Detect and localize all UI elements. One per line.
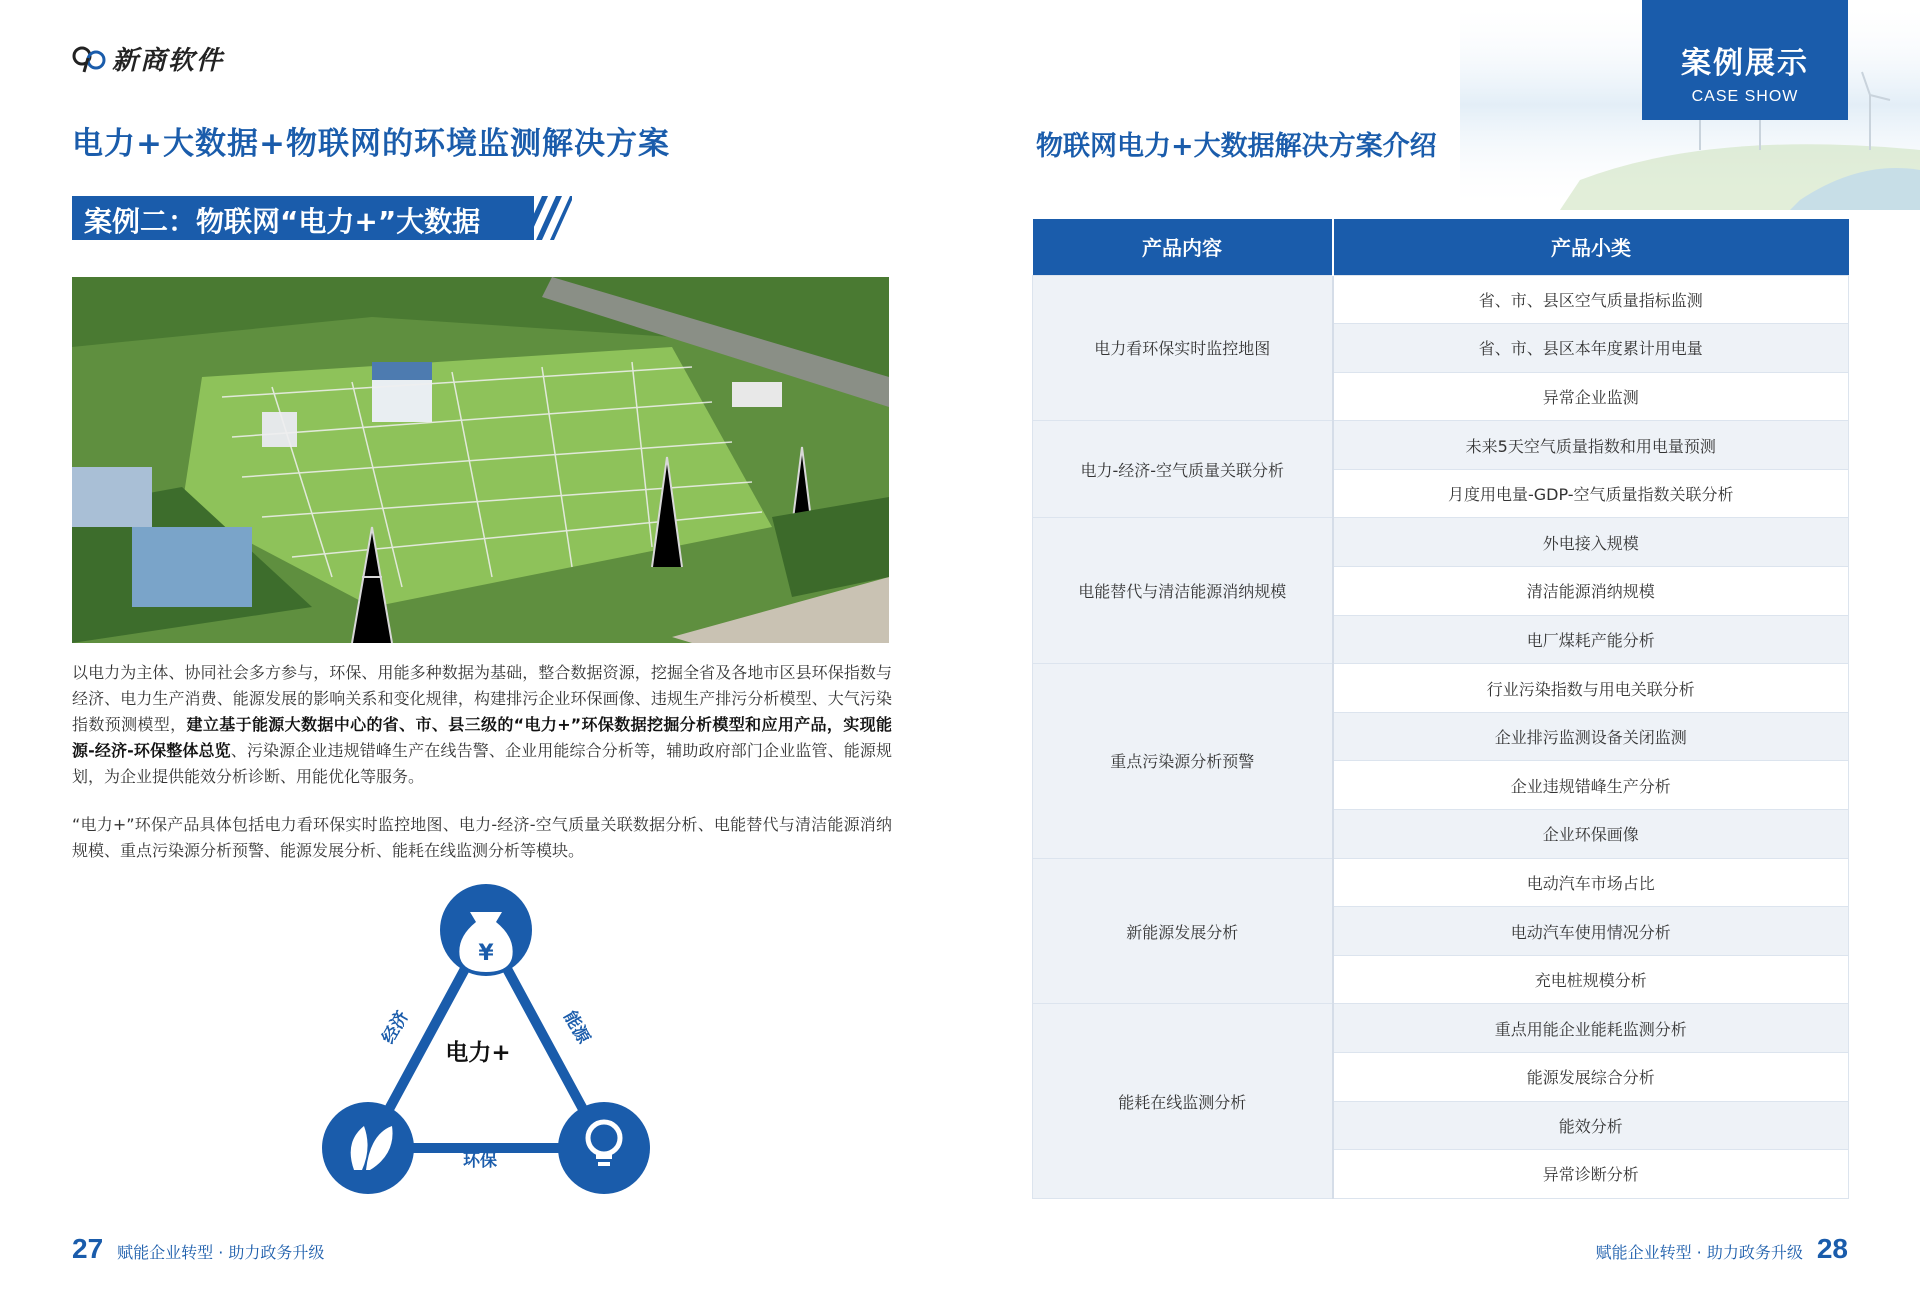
product-table [1032, 219, 1849, 1199]
center-label: 电力+ [445, 1040, 511, 1066]
product-subcategory-cell: 月度用电量-GDP-空气质量指数关联分析 [1333, 469, 1849, 518]
product-subcategory-cell: 重点用能企业能耗监测分析 [1333, 1004, 1849, 1053]
intro-text-suffix: 、污染源企业违规错峰生产在线告警、企业用能综合分析等，辅助政府部门企业监管、能源规划，为企业提供能效分析诊断、用能优化等服务。 [72, 741, 892, 786]
case-label: 案例二：物联网“电力+”大数据 [84, 205, 481, 238]
table-header-row [1033, 219, 1849, 275]
product-subcategory-cell: 行业污染指数与用电关联分析 [1333, 664, 1849, 713]
product-subcategory-cell: 未来5天空气质量指数和用电量预测 [1333, 421, 1849, 470]
product-category-cell: 电力-经济-空气质量关联分析 [1033, 421, 1333, 518]
footer-slogan-left: 赋能企业转型 · 助力政务升级 [117, 1243, 325, 1262]
product-subcategory-cell: 能效分析 [1333, 1101, 1849, 1150]
solution-title: 物联网电力+大数据解决方案介绍 [1036, 131, 1437, 162]
intro-text-bold: 建立基于能源大数据中心的省、市、县三级的“电力+”环保数据挖掘分析模型和应用产品，实现能源-经济-环保整体总览 [72, 715, 892, 760]
page-number-left: 27 [72, 1233, 104, 1264]
lightbulb-node [558, 1102, 650, 1194]
right-page [960, 0, 1920, 1312]
right-footer [1596, 1233, 1848, 1265]
intro-paragraph [72, 660, 892, 790]
product-category-cell: 电力看环保实时监控地图 [1033, 275, 1333, 421]
intro-text-prefix: 以电力为主体、协同社会多方参与，环保、用能多种数据为基础，整合数据资源，挖掘全省及各地市区县环保指数与经济、电力生产消费、能源发展的影响关系和变化规律，构建排污企业环保画像、违规生产排污分析模型、大气污染指数预测模型， [72, 663, 892, 734]
modules-paragraph: “电力+”环保产品具体包括电力看环保实时监控地图、电力-经济-空气质量关联数据分析、电能替代与清洁能源消纳规模、重点污染源分析预警、能源发展分析、能耗在线监测分析等模块。 [72, 815, 892, 860]
column-header-subcategory: 产品小类 [1333, 219, 1849, 275]
edge-label-energy: 能源 [559, 1007, 594, 1048]
brand-logo [72, 40, 224, 77]
product-subcategory-cell: 企业环保画像 [1333, 810, 1849, 859]
table-row [1033, 858, 1849, 907]
column-header-content: 产品内容 [1033, 219, 1333, 275]
brand-name: 新商软件 [112, 46, 225, 76]
substation-aerial-photo [72, 277, 889, 643]
edge-label-environment: 环保 [463, 1151, 497, 1171]
product-category-cell: 能耗在线监测分析 [1033, 1004, 1333, 1198]
table-row [1033, 275, 1849, 324]
product-subcategory-cell: 异常企业监测 [1333, 372, 1849, 421]
product-subcategory-cell: 省、市、县区本年度累计用电量 [1333, 324, 1849, 373]
product-subcategory-cell: 电厂煤耗产能分析 [1333, 615, 1849, 664]
case-show-title: 案例展示 [1681, 46, 1809, 81]
money-bag-icon: ¥ [478, 941, 494, 966]
case-banner [72, 196, 564, 240]
product-category-cell: 新能源发展分析 [1033, 858, 1333, 1004]
case-show-badge [1642, 0, 1848, 120]
table-row [1033, 518, 1849, 567]
power-triangle-diagram [300, 880, 670, 1200]
product-subcategory-cell: 电动汽车市场占比 [1333, 858, 1849, 907]
product-category-cell: 重点污染源分析预警 [1033, 664, 1333, 858]
product-subcategory-cell: 异常诊断分析 [1333, 1150, 1849, 1199]
logo-mark-icon [72, 42, 106, 76]
left-footer [72, 1233, 324, 1265]
page-number-right: 28 [1816, 1233, 1848, 1264]
product-subcategory-cell: 能源发展综合分析 [1333, 1053, 1849, 1102]
table-row [1033, 421, 1849, 470]
case-show-subtitle: CASE SHOW [1691, 88, 1799, 105]
footer-slogan-right: 赋能企业转型 · 助力政务升级 [1595, 1243, 1803, 1262]
banner-stripes-decoration [512, 196, 572, 240]
product-subcategory-cell: 外电接入规模 [1333, 518, 1849, 567]
product-subcategory-cell: 清洁能源消纳规模 [1333, 567, 1849, 616]
edge-label-economy: 经济 [378, 1007, 413, 1048]
table-row [1033, 1004, 1849, 1053]
money-bag-node [440, 884, 532, 976]
page-title: 电力+大数据+物联网的环境监测解决方案 [72, 126, 670, 162]
leaf-node [322, 1102, 414, 1194]
product-subcategory-cell: 企业排污监测设备关闭监测 [1333, 712, 1849, 761]
product-subcategory-cell: 省、市、县区空气质量指标监测 [1333, 275, 1849, 324]
product-subcategory-cell: 企业违规错峰生产分析 [1333, 761, 1849, 810]
product-category-cell: 电能替代与清洁能源消纳规模 [1033, 518, 1333, 664]
product-subcategory-cell: 电动汽车使用情况分析 [1333, 907, 1849, 956]
product-subcategory-cell: 充电桩规模分析 [1333, 955, 1849, 1004]
table-row [1033, 664, 1849, 713]
